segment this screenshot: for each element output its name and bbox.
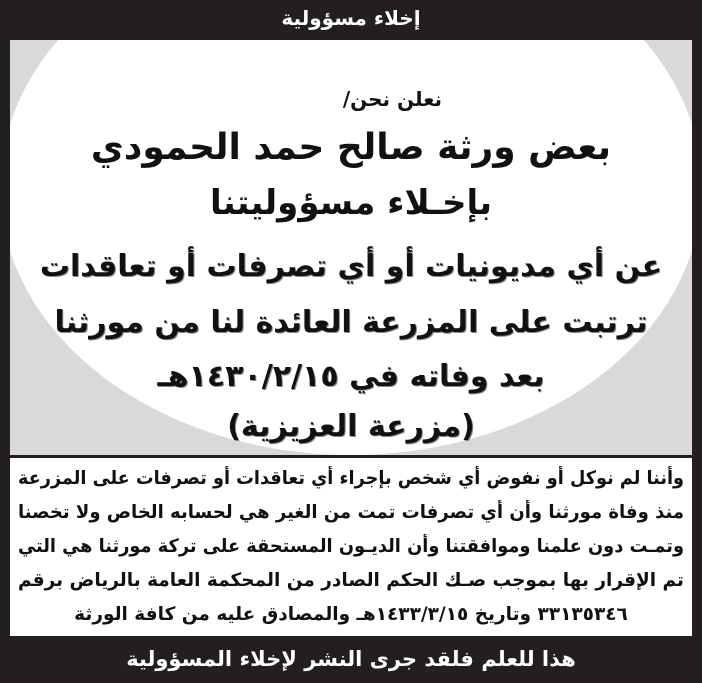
- announcement-panel: [10, 40, 692, 455]
- disclaimer-heading: بإخـلاء مسؤوليتنا: [210, 183, 492, 223]
- heirs-name: بعض ورثة صالح حمد الحمودي: [90, 127, 612, 168]
- body-text: [10, 458, 692, 636]
- announcement-line: بعد وفاته في ١٤٣٠/٢/١٥هـ: [157, 359, 545, 394]
- announcement-line: عن أي مديونيات أو أي تصرفات أو تعاقدات: [39, 249, 663, 284]
- announcement-line: ترتبت على المزرعة العائدة لنا من مورثنا: [54, 305, 648, 340]
- body-line: منذ وفاة مورثنا وأن أي تصرفات تمت من الغير هي لحسابه الخاص ولا تخصنا: [17, 502, 684, 523]
- body-line: وتمـت دون علمنا وموافقتنا وأن الديـون المستحقة على تركة مورثنا هي التي: [17, 536, 684, 557]
- body-line: ٣٣١٣٥٣٤٦ وتاريخ ١٤٣٣/٣/١٥هـ والمصادق عليه من كافة الورثة: [74, 604, 628, 625]
- farm-name: (مزرعة العزيزية): [227, 409, 475, 444]
- body-line: تم الإقرار بها بموجب صـك الحكم الصادر من المحكمة العامة بالرياض برقم: [18, 570, 684, 591]
- announcement-content: [10, 40, 692, 455]
- header-title: إخلاء مسؤولية: [281, 6, 421, 30]
- footer-text: هذا للعلم فلقد جرى النشر لإخلاء المسؤولية: [126, 647, 576, 671]
- body-line: وأننا لم نوكل أو نفوض أي شخص بإجراء أي تعاقدات أو تصرفات على المزرعة: [17, 468, 684, 489]
- intro-text: نعلن نحن/: [342, 87, 442, 111]
